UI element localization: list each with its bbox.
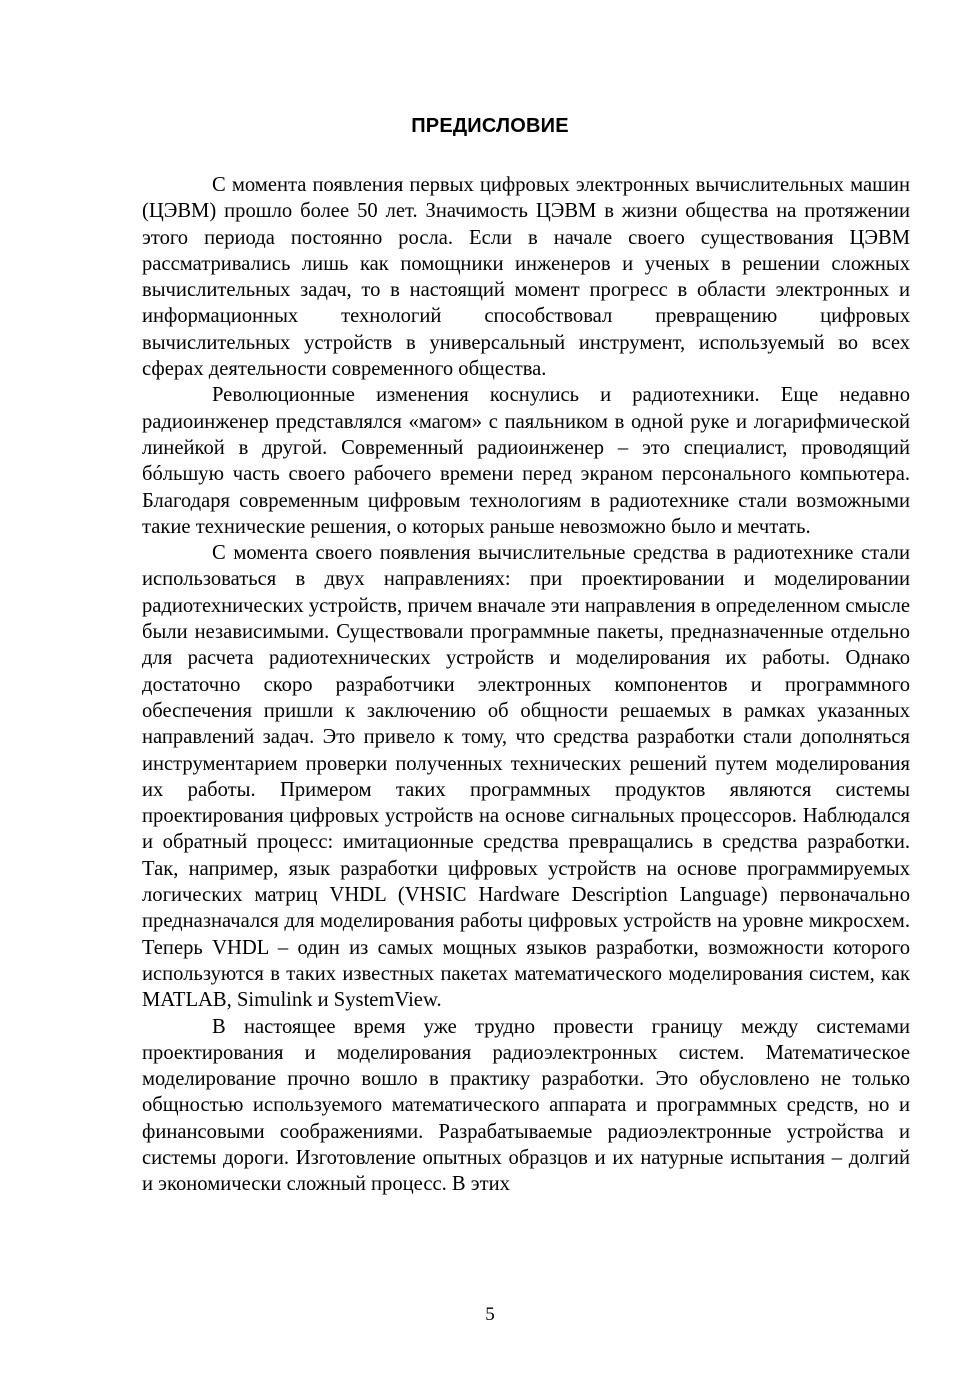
paragraph-4: В настоящее время уже трудно провести границу между системами проектирования и моделирования радиоэлектронных систем. Математическое моделирование прочно вошло в практику разработки. Это обусловлено не только общностью используемого математического аппарата и программных средств, но и финансовыми соображениями. Разрабатываемые радиоэлектронные устройства и системы дороги. Изготовление опытных образцов и их натурные испытания – долгий и экономически сложный процесс. В этих — [142, 1015, 910, 1196]
paragraph-1: С момента появления первых цифровых электронных вычислительных машин (ЦЭВМ) прошло более 50 лет. Значимость ЦЭВМ в жизни общества на протяжении этого периода постоянно росла. Если в начале своего существования ЦЭВМ рассматривались лишь как помощники инженеров и ученых в решении сложных вычислительных задач, то в настоящий момент прогресс в области электронных и информационных технологий способствовал превращению цифровых вычислительных устройств в универсальный инструмент, используемый во всех сферах деятельности современного общества. — [142, 174, 910, 381]
paragraph-3: С момента своего появления вычислительные средства в радиотехнике стали использоваться в двух направлениях: при проектировании и моделировании радиотехнических устройств, причем вначале эти направления в определенном смысле были независимыми. Существовали программные пакеты, предназначенные отдельно для расчета радиотехнических устройств и моделирования их работы. Однако достаточно скоро разработчики электронных компонентов и программного обеспечения пришли к заключению об общности решаемых в рамках указанных направлений задач. Это привело к тому, что средства разработки стали дополняться инструментарием проверки полученных технических решений путем моделирования их работы. Примером таких программных продуктов являются системы проектирования цифровых устройств на основе сигнальных процессоров. Наблюдался и обратный процесс: имитационные средства превращались в средства разработки. Так, например, язык разработки цифровых устройств на основе программируемых логических матриц VHDL (VHSIC Hardware Description Language) первоначально предназначался для моделирования работы цифровых устройств на уровне микросхем. Теперь VHDL – один из самых мощных языков разработки, возможности которого используются в таких известных пакетах математического моделирования систем, как MATLAB, Simulink и SystemView. — [142, 542, 910, 1012]
paragraph-2: Революционные изменения коснулись и радиотехники. Еще недавно радиоинженер представлялся «магом» с паяльником в одной руке и логарифмической линейкой в другой. Современный радиоинженер – это специалист, проводящий бóльшую часть своего рабочего времени перед экраном персонального компьютера. Благодаря современным цифровым технологиям в радиотехнике стали возможными такие технические решения, о которых раньше невозможно было и мечтать. — [142, 384, 910, 538]
page-number: 5 — [485, 1304, 495, 1325]
body-text — [142, 172, 910, 1198]
page-title: ПРЕДИСЛОВИЕ — [411, 115, 569, 137]
